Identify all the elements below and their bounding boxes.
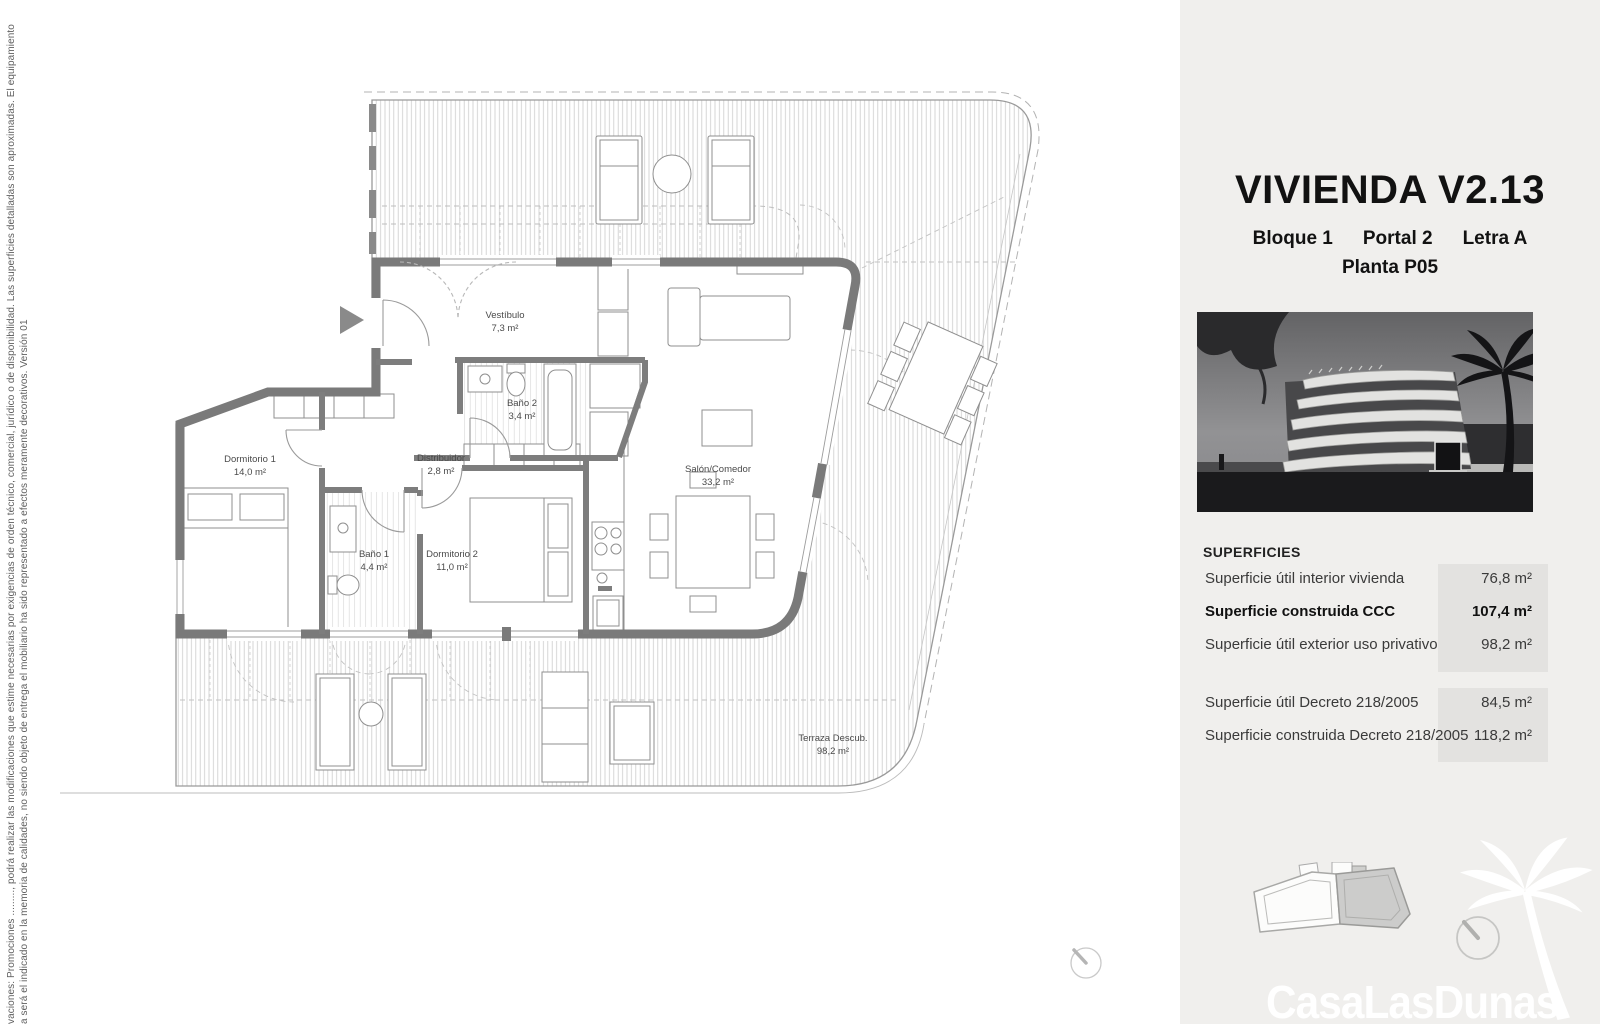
bathtub [544, 364, 576, 456]
svg-text:Distribuidor: Distribuidor [416, 453, 466, 464]
sun-lounger [596, 136, 642, 224]
toilet-tank [328, 576, 337, 594]
surface-row: Superficie útil interior vivienda 76,8 m² [1205, 569, 1532, 587]
svg-text:3,4 m²: 3,4 m² [508, 411, 536, 422]
surface-row: Superficie construida CCC 107,4 m² [1205, 602, 1532, 620]
sun-lounger [316, 674, 354, 770]
surfaces-heading: SUPERFICIES [1203, 544, 1301, 560]
terrace-round-table [653, 155, 691, 193]
svg-text:Baño 1: Baño 1 [358, 549, 390, 560]
svg-text:Vestíbulo: Vestíbulo [485, 310, 525, 321]
sofa [700, 296, 790, 340]
terrace-side-table [359, 702, 383, 726]
svg-text:33,2 m²: 33,2 m² [701, 477, 735, 488]
washbasin [330, 506, 356, 552]
sofa [668, 288, 700, 346]
north-compass-icon [1071, 948, 1101, 978]
disclaimer-line-2: a será el indicado en la memoria de calidades, no siendo objeto de entrega el mobiliario ha sido representado a efectos meramente decorativos. Versión 01 [19, 319, 30, 1024]
terrace-sofa [542, 672, 588, 782]
svg-text:Dormitorio 2: Dormitorio 2 [426, 549, 478, 560]
sun-lounger [388, 674, 426, 770]
svg-text:Baño 2: Baño 2 [506, 398, 538, 409]
surface-row: Superficie construida Decreto 218/2005 118,2 m² [1205, 726, 1532, 744]
tv-unit [737, 266, 803, 274]
kitchen-tall-unit [598, 266, 628, 310]
svg-text:98,2 m²: 98,2 m² [816, 746, 850, 757]
building-photo [1197, 312, 1533, 512]
dining-table [676, 496, 750, 588]
svg-text:2,8 m²: 2,8 m² [427, 466, 455, 477]
building-render [1283, 365, 1471, 474]
svg-text:Terraza Descub.: Terraza Descub. [798, 733, 868, 744]
coffee-table [702, 410, 752, 446]
svg-text:4,4 m²: 4,4 m² [360, 562, 388, 573]
washbasin [468, 366, 502, 392]
unit-title: VIVIENDA V2.13 [1234, 168, 1546, 212]
svg-text:Salón/Comedor: Salón/Comedor [684, 464, 752, 475]
surface-row: Superficie útil Decreto 218/2005 84,5 m² [1205, 693, 1532, 711]
terrace-table [610, 702, 654, 764]
svg-text:Dormitorio 1: Dormitorio 1 [224, 454, 276, 465]
toilet [507, 372, 525, 396]
svg-text:11,0 m²: 11,0 m² [436, 562, 468, 573]
brand-wordmark: CasaLasDunas [1266, 976, 1559, 1024]
entry-arrow-icon [340, 306, 364, 334]
surface-row: Superficie útil exterior uso privativo 98,2 m² [1205, 635, 1532, 653]
unit-block: Bloque 1 [1252, 228, 1333, 249]
info-panel [1180, 0, 1600, 1024]
site-key-plan [1248, 862, 1418, 946]
svg-text:7,3 m²: 7,3 m² [491, 323, 519, 334]
toilet [337, 575, 359, 595]
closet [590, 364, 640, 408]
svg-text:14,0 m²: 14,0 m² [233, 467, 267, 478]
building-entrance [1435, 442, 1461, 472]
kitchen-tall-unit [598, 312, 628, 356]
sun-lounger [708, 136, 754, 224]
unit-letter: Letra A [1462, 228, 1528, 249]
unit-portal: Portal 2 [1362, 228, 1433, 249]
unit-subtitle [1180, 228, 1600, 250]
unit-floor: Planta P05 [1341, 257, 1439, 278]
disclaimer-line-1: vaciones: Promociones ........., podrá realizar las modificaciones que estime necesarias por exigencias de orden técnico, comercial, jurídico o de disponibilidad. Las superficies detalladas son aproximadas. El equipamiento [6, 24, 17, 1024]
person-silhouette [1219, 454, 1224, 470]
